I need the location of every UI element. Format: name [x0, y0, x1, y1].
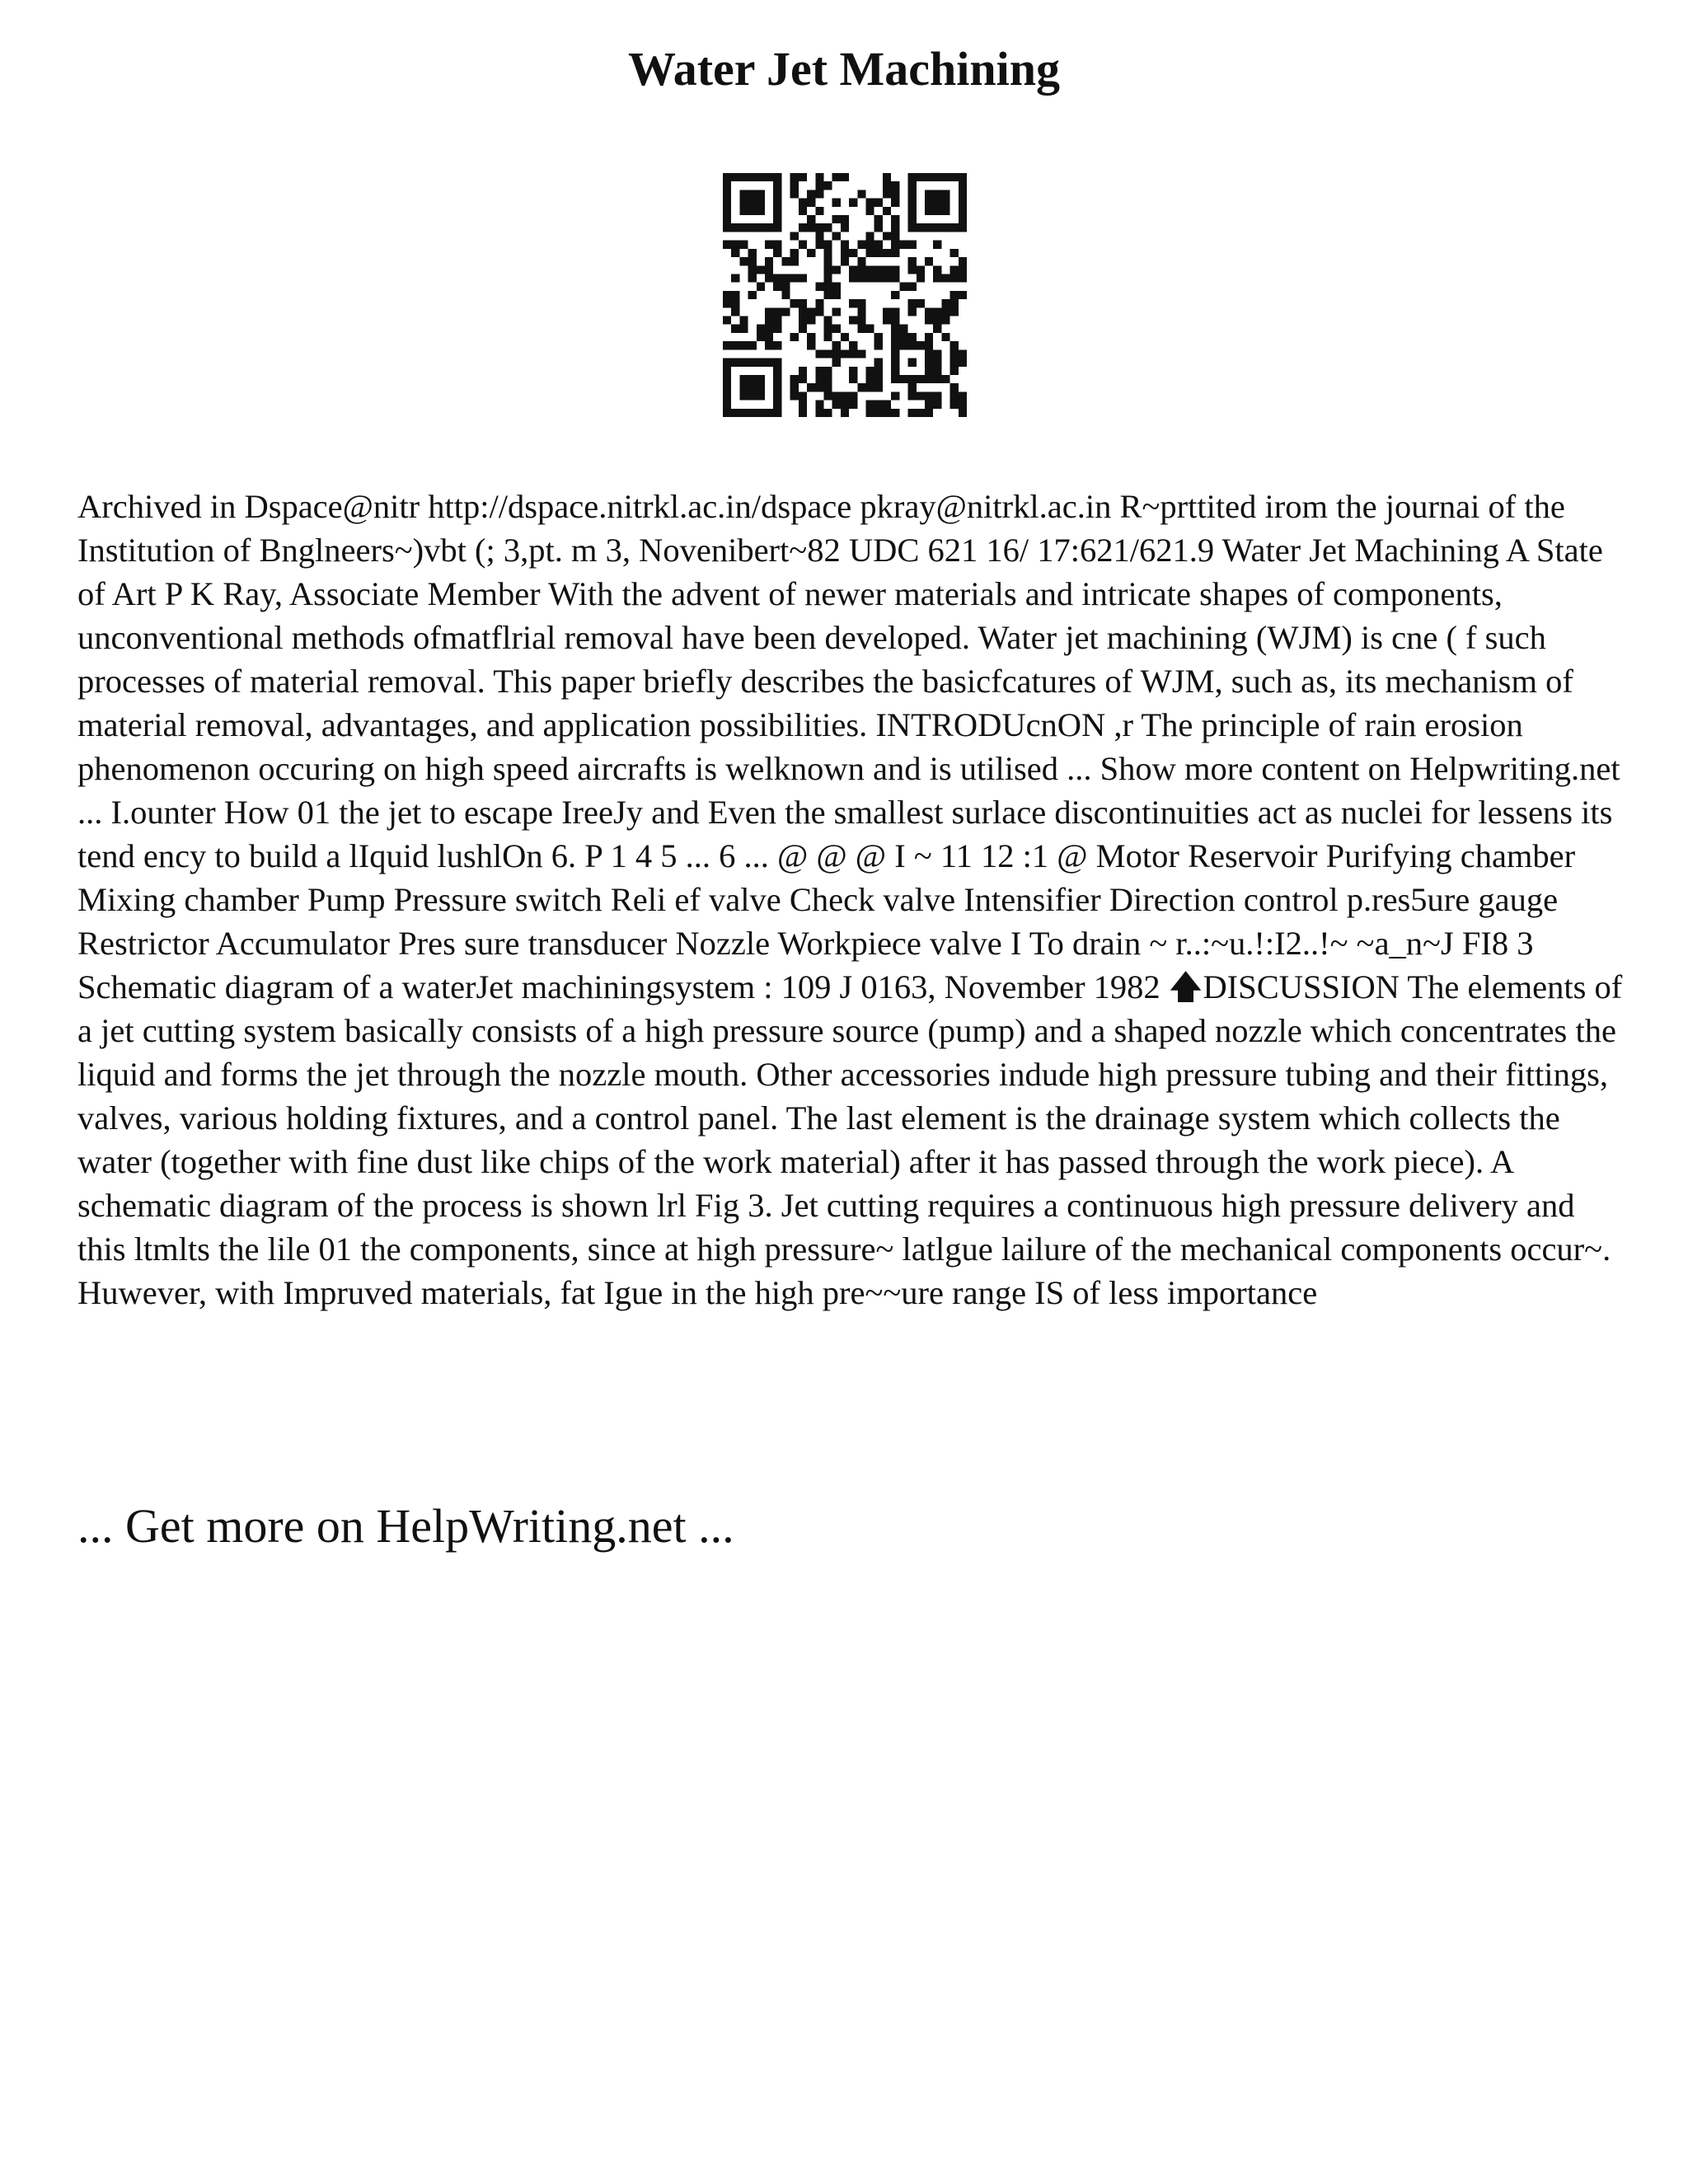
get-more-link[interactable]: ... Get more on HelpWriting.net ...	[77, 1499, 734, 1553]
qr-code-icon	[723, 173, 967, 417]
page-title: Water Jet Machining	[627, 42, 1061, 96]
article-body-text: Archived in Dspace@nitr http://dspace.nitrkl.ac.in/dspace pkray@nitrkl.ac.in R~prttited irom the journai of the Institution of Bnglneers~)vbt (; 3,pt. m 3, Novenibert~82 UDC 621 16/ 17:621/621.9 Water Jet Machining A State of Art P K Ray, Associate Member With the advent of newer materials and intricate shapes of components, unconventional methods ofmatflrial removal have been developed. Water jet machining (WJM) is cne ( f such processes of material removal. This paper briefly describes the basicfcatures of WJM, such as, its mechanism of material removal, advantages, and application possibilities. INTRODUcnON ,r The principle of rain erosion phenomenon occuring on high speed aircrafts is welknown and is utilised ... Show more content on Helpwriting.net ... I.ounter How 01 the jet to escape IreeJy and Even the smallest surlace discontinuities act as nuclei for lessens its tend ency to build a lIquid lushlOn 6. P 1 4 5 ... 6 ... @ @ @ I ~ 11 12 :1 @ Motor Reservoir Purifying chamber Mixing chamber Pump Pressure switch Reli ef valve Check valve Intensifier Direction control p.res5ure gauge Restrictor Accumulator Pres sure transducer Nozzle Workpiece valve I To drain ~ r..:~u.!:I2..!~ ~a_n~J FI8 3 Schematic diagram of a waterJet machiningsystem : 109 J 0163, November 1982 🡅DISCUSSION The elements of a jet cutting system basically consists of a high pressure source (pump) and a shaped nozzle which concentrates the liquid and forms the jet through the nozzle mouth. Other accessories indude high pressure tubing and their fittings, valves, various holding fixtures, and a control panel. The last element is the drainage system which collects the water (together with fine dust like chips of the work material) after it has passed through the work piece). A schematic diagram of the process is shown lrl Fig 3. Jet cutting requires a continuous high pressure delivery and this ltmlts the lile 01 the components, since at high pressure~ latlgue lailure of the mechanical components occur~. Huwever, with Impruved materials, fat Igue in the high pre~~ure range IS of less importance	[77, 488, 1623, 1311]
